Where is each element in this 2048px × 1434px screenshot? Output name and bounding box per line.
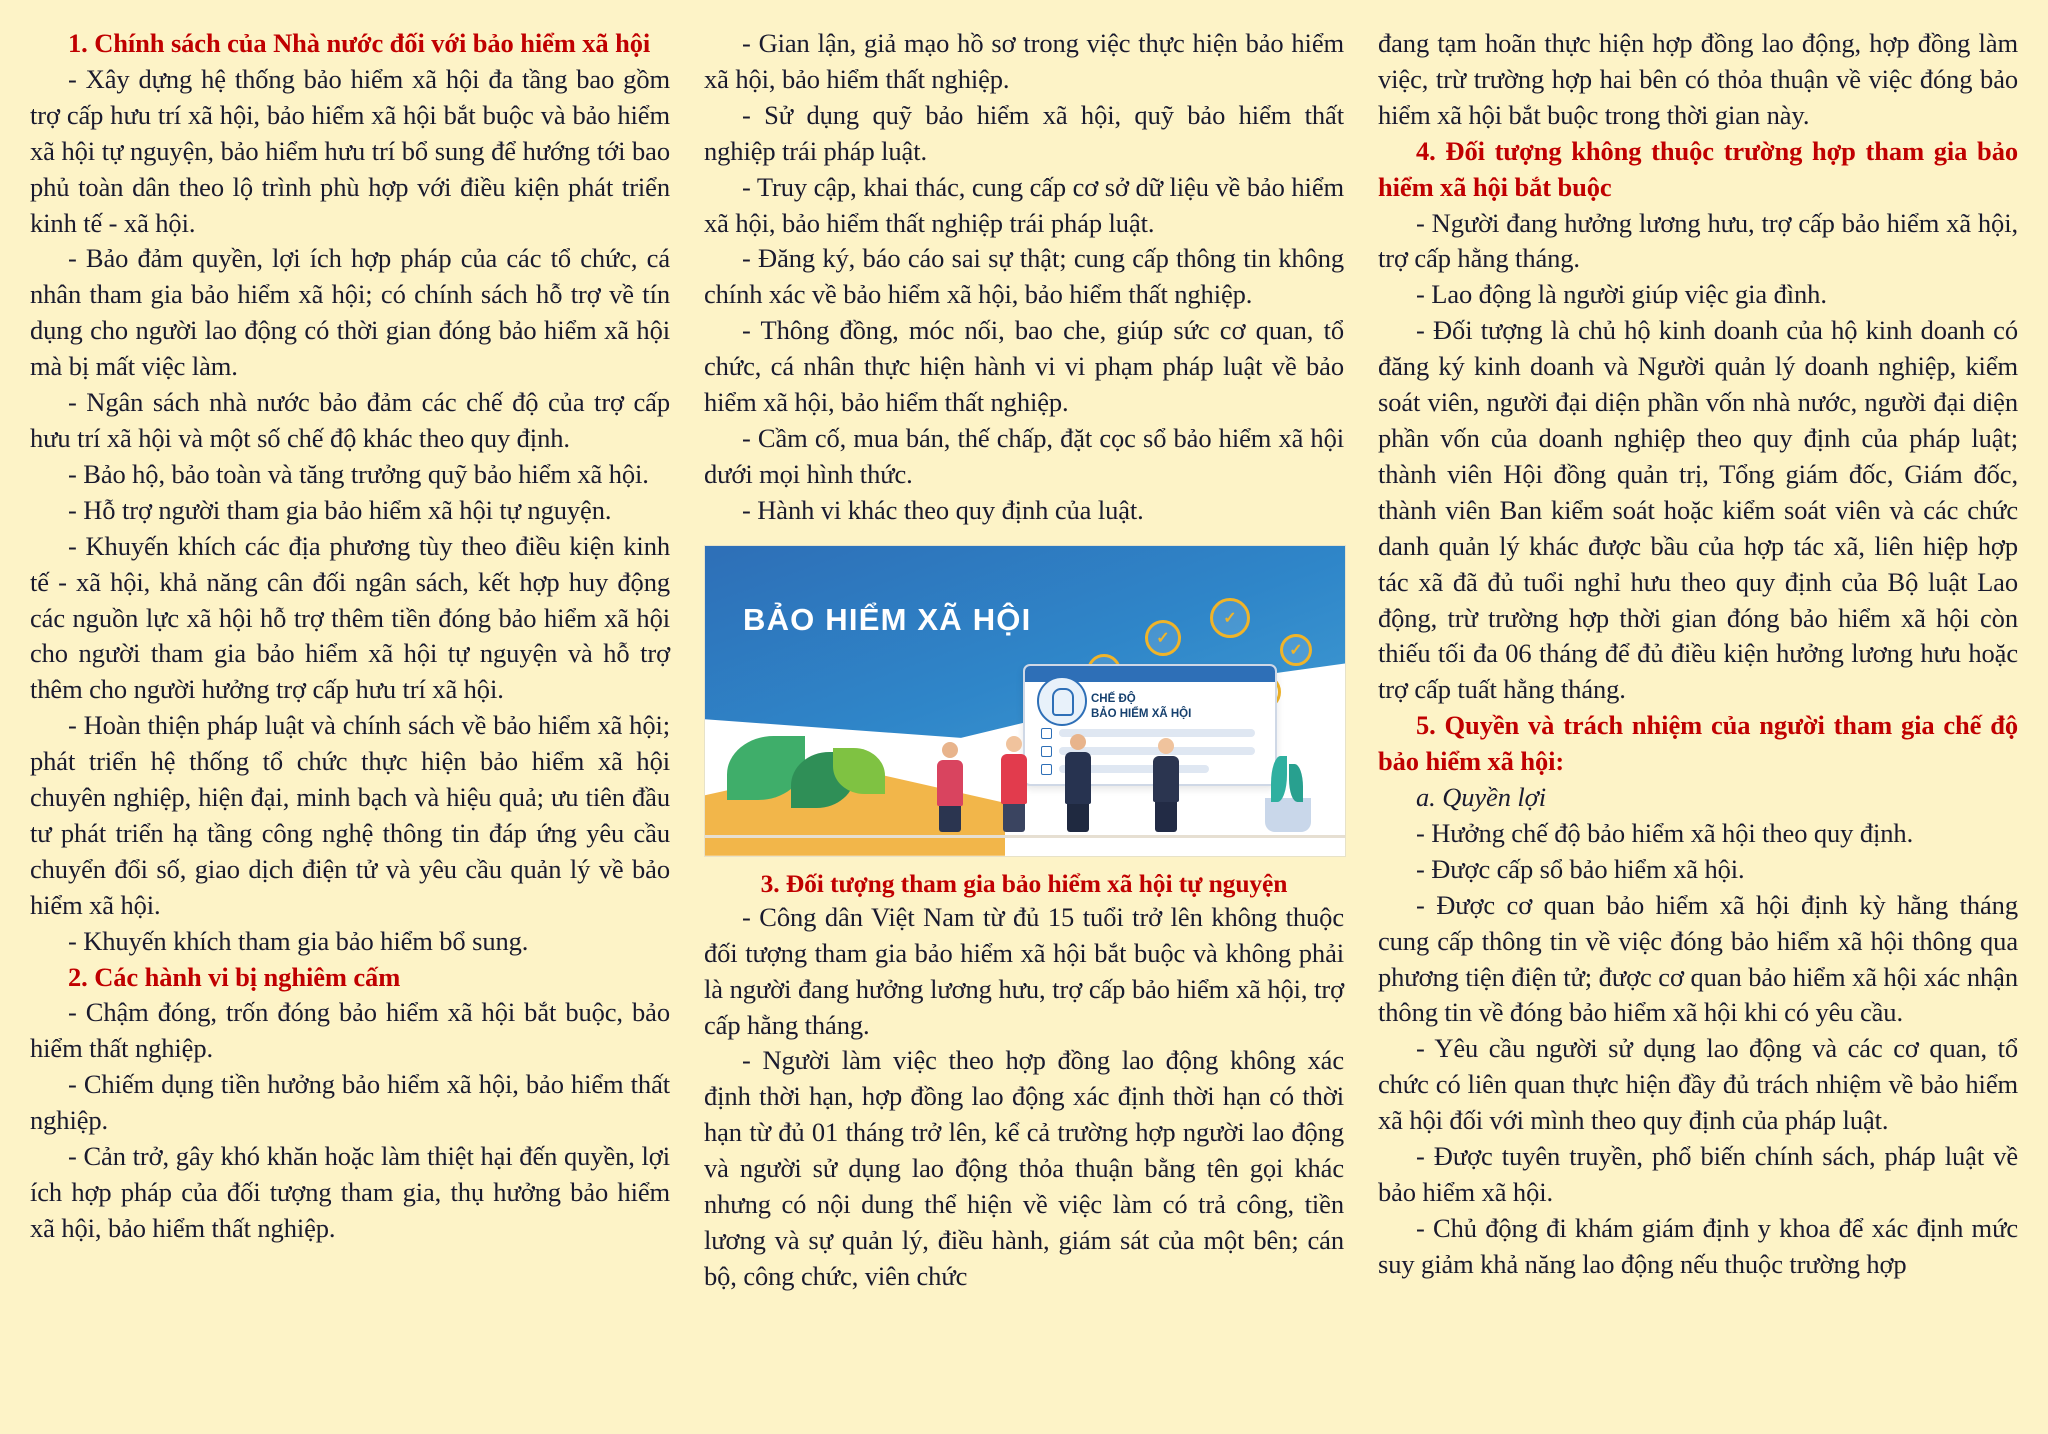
paragraph-3-4: - Đối tượng là chủ hộ kinh doanh của hộ kinh doanh có đăng ký kinh doanh và Người quản lý doanh nghiệp, kiểm soát viên, người đại diện phần vốn nhà nước, người đại diện phần vốn của doanh nghiệp theo quy định của pháp luật; thành viên Hội đồng quản trị, Tổng giám đốc, Giám đốc, thành viên Ban kiểm soát hoặc kiểm soát viên và các chức danh quản lý khác được bầu của hợp tác xã, liên hiệp hợp tác xã đã đủ tuổi nghỉ hưu theo quy định của Bộ luật Lao động, trừ trường hợp thời gian đóng bảo hiểm xã hội còn thiếu tối đa 06 tháng để đủ điều kiện hưởng lương hưu hoặc trợ cấp tuất hằng tháng. <box>1378 315 2018 705</box>
illustration-ground-line <box>705 835 1345 838</box>
section-heading-1: 1. Chính sách của Nhà nước đối với bảo hiểm xã hội <box>68 28 651 58</box>
section-heading-3: 3. Đối tượng tham gia bảo hiểm xã hội tự nguyện <box>760 868 1288 898</box>
person-figure <box>937 742 963 832</box>
check-circle-icon <box>1280 634 1312 666</box>
checkbox-icon <box>1041 764 1052 775</box>
paragraph-2-6: - Cầm cố, mua bán, thế chấp, đặt cọc sổ bảo hiểm xã hội dưới mọi hình thức. <box>704 422 1344 489</box>
paragraph-3-3: - Lao động là người giúp việc gia đình. <box>1416 279 1827 310</box>
subsection-heading-a: a. Quyền lợi <box>1416 782 1546 813</box>
column-1 <box>30 26 670 1426</box>
paragraph-1-9: - Chậm đóng, trốn đóng bảo hiểm xã hội bắt buộc, bảo hiểm thất nghiệp. <box>30 997 670 1064</box>
shield-logo-icon <box>1037 676 1087 726</box>
checkbox-icon <box>1041 746 1052 757</box>
paragraph-2-7: - Hành vi khác theo quy định của luật. <box>742 494 1144 525</box>
person-figure <box>1001 736 1027 832</box>
paragraph-1-7: - Hoàn thiện pháp luật và chính sách về bảo hiểm xã hội; phát triển hệ thống tổ chức thực hiện bảo hiểm xã hội chuyên nghiệp, hiện đại, minh bạch và hiệu quả; ưu tiên đầu tư phát triển hạ tầng công nghệ thông tin đáp ứng yêu cầu chuyển đổi số, giao dịch điện tử và yêu cầu quản lý về bảo hiểm xã hội. <box>30 710 670 920</box>
paragraph-3-2: - Người đang hưởng lương hưu, trợ cấp bảo hiểm xã hội, trợ cấp hằng tháng. <box>1378 207 2018 274</box>
three-column-layout <box>30 26 2018 1426</box>
paragraph-2-1: - Gian lận, giả mạo hồ sơ trong việc thực hiện bảo hiểm xã hội, bảo hiểm thất nghiệp. <box>704 28 1344 94</box>
paragraph-1-2: - Bảo đảm quyền, lợi ích hợp pháp của các tổ chức, cá nhân tham gia bảo hiểm xã hội; có chính sách hỗ trợ về tín dụng cho người lao động có thời gian đóng bảo hiểm xã hội mà bị mất việc làm. <box>30 243 670 382</box>
paragraph-3-7: - Được cơ quan bảo hiểm xã hội định kỳ hằng tháng cung cấp thông tin về việc đóng bảo hiểm xã hội thông qua phương tiện điện tử; được cơ quan bảo hiểm xã hội xác nhận thông tin về đóng bảo hiểm xã hội khi có yêu cầu. <box>1378 889 2018 1028</box>
paragraph-3-9: - Được tuyên truyền, phổ biến chính sách, pháp luật về bảo hiểm xã hội. <box>1378 1141 2018 1207</box>
paragraph-1-11: - Cản trở, gây khó khăn hoặc làm thiệt hại đến quyền, lợi ích hợp pháp của đối tượng tham gia, thụ hưởng bảo hiểm xã hội, bảo hiểm thất nghiệp. <box>30 1141 670 1243</box>
column-2 <box>704 26 1344 1426</box>
paragraph-1-3: - Ngân sách nhà nước bảo đảm các chế độ của trợ cấp hưu trí xã hội và một số chế độ khác theo quy định. <box>30 387 670 453</box>
potted-plant-icon <box>1265 798 1311 832</box>
paragraph-3-1: đang tạm hoãn thực hiện hợp đồng lao động, hợp đồng làm việc, trừ trường hợp hai bên có thỏa thuận về việc đóng bảo hiểm xã hội bắt buộc trong thời gian này. <box>1378 28 2018 130</box>
card-title: CHẾ ĐỘ BẢO HIỂM XÃ HỘI <box>1091 692 1192 721</box>
section-heading-2: 2. Các hành vi bị nghiêm cấm <box>68 961 401 992</box>
paragraph-1-5: - Hỗ trợ người tham gia bảo hiểm xã hội tự nguyện. <box>68 494 612 525</box>
check-circle-icon <box>1145 620 1181 656</box>
paragraph-1-6: - Khuyến khích các địa phương tùy theo điều kiện kinh tế - xã hội, khả năng cân đối ngân sách, kết hợp huy động các nguồn lực xã hội hỗ trợ thêm tiền đóng bảo hiểm xã hội cho người tham gia bảo hiểm xã hội tự nguyện và hỗ trợ thêm cho người hưởng trợ cấp hưu trí xã hội. <box>30 530 670 705</box>
person-figure <box>1065 734 1091 832</box>
paragraph-3-6: - Được cấp sổ bảo hiểm xã hội. <box>1416 853 1745 884</box>
column-3 <box>1378 26 2018 1426</box>
paragraph-1-8: - Khuyến khích tham gia bảo hiểm bổ sung. <box>68 925 529 956</box>
paragraph-1-10: - Chiếm dụng tiền hưởng bảo hiểm xã hội, bảo hiểm thất nghiệp. <box>30 1069 670 1136</box>
paragraph-1-4: - Bảo hộ, bảo toàn và tăng trưởng quỹ bảo hiểm xã hội. <box>68 458 649 489</box>
section-heading-5: 5. Quyền và trách nhiệm của người tham gia chế độ bảo hiểm xã hội: <box>1378 710 2018 777</box>
section-heading-4: 4. Đối tượng không thuộc trường hợp tham gia bảo hiểm xã hội bắt buộc <box>1378 135 2018 202</box>
paragraph-2-4: - Đăng ký, báo cáo sai sự thật; cung cấp thông tin không chính xác về bảo hiểm xã hội, bảo hiểm thất nghiệp. <box>704 243 1344 310</box>
paragraph-1-1: - Xây dựng hệ thống bảo hiểm xã hội đa tầng bao gồm trợ cấp hưu trí xã hội, bảo hiểm xã hội bắt buộc và bảo hiểm xã hội tự nguyện, bảo hiểm hưu trí bổ sung để hướng tới bao phủ toàn dân theo lộ trình phù hợp với điều kiện phát triển kinh tế - xã hội. <box>30 63 670 238</box>
paragraph-2-3: - Truy cập, khai thác, cung cấp cơ sở dữ liệu về bảo hiểm xã hội, bảo hiểm thất nghiệp trái pháp luật. <box>704 171 1344 238</box>
check-circle-icon <box>1210 598 1250 638</box>
social-insurance-illustration <box>704 545 1346 857</box>
paragraph-2-9: - Người làm việc theo hợp đồng lao động không xác định thời hạn, hợp đồng lao động xác định thời hạn có thời hạn từ đủ 01 tháng trở lên, kể cả trường hợp người lao động và người sử dụng lao động thỏa thuận bằng tên gọi khác nhưng có nội dung thể hiện về việc làm có trả công, tiền lương và sự quản lý, điều hành, giám sát của một bên; cán bộ, công chức, viên chức <box>704 1045 1344 1291</box>
paragraph-2-2: - Sử dụng quỹ bảo hiểm xã hội, quỹ bảo hiểm thất nghiệp trái pháp luật. <box>704 99 1344 166</box>
person-figure <box>1153 738 1179 832</box>
paragraph-3-10: - Chủ động đi khám giám định y khoa để xác định mức suy giảm khả năng lao động nếu thuộc trường hợp <box>1378 1212 2018 1279</box>
illustration-banner-title: BẢO HIỂM XÃ HỘI <box>743 601 1032 637</box>
paragraph-2-5: - Thông đồng, móc nối, bao che, giúp sức cơ quan, tổ chức, cá nhân thực hiện hành vi vi phạm pháp luật về bảo hiểm xã hội, bảo hiểm thất nghiệp. <box>704 315 1344 418</box>
paragraph-3-5: - Hưởng chế độ bảo hiểm xã hội theo quy định. <box>1416 817 1914 848</box>
checkbox-icon <box>1041 728 1052 739</box>
paragraph-3-8: - Yêu cầu người sử dụng lao động và các cơ quan, tổ chức có liên quan thực hiện đầy đủ trách nhiệm về bảo hiểm xã hội đối với mình theo quy định của pháp luật. <box>1378 1033 2018 1136</box>
paragraph-2-8: - Công dân Việt Nam từ đủ 15 tuổi trở lên không thuộc đối tượng tham gia bảo hiểm xã hội bắt buộc và không phải là người đang hưởng lương hưu, trợ cấp bảo hiểm xã hội, trợ cấp hằng tháng. <box>704 901 1344 1040</box>
